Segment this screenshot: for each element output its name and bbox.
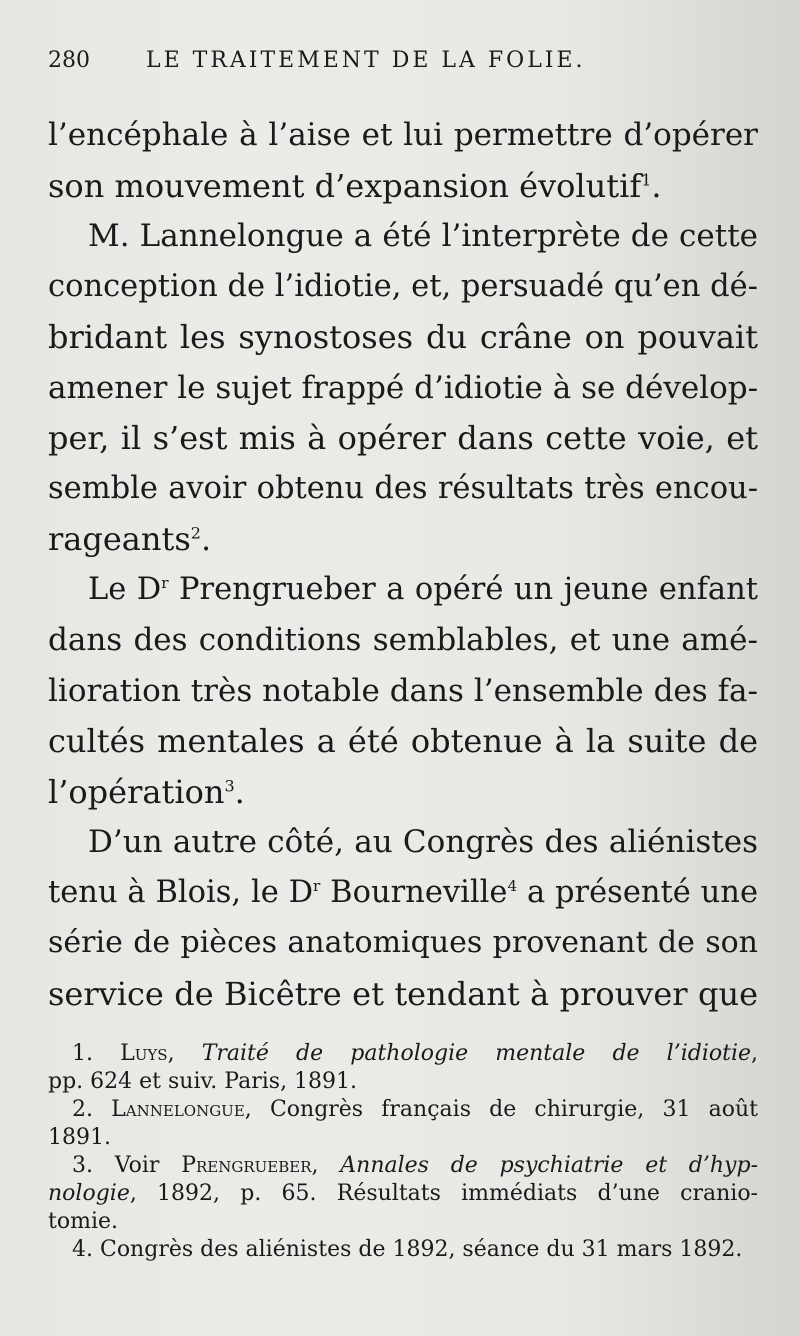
text-line: l’opération$^3$. [48,772,245,811]
text-line: semble avoir obtenu des résultats très encou- [48,470,758,506]
footnotes [48,1040,758,1264]
abbrev-superscript: r [161,573,169,592]
footnote-1-cont: pp. 624 et suiv. Paris, 1891. [48,1069,358,1094]
text-line: amener le sujet frappé d’idiotie à se dévelop- [48,369,759,406]
text-line: conception de l’idiotie, et, persuadé qu’en dé- [48,268,758,304]
footnote-ref: 1 [641,169,652,189]
text-line: M. Lannelongue a été l’interprète de cette [88,218,758,254]
footnote-2: 2. Lannelongue, Congrès français de chirurgie, 31 août [72,1097,758,1122]
footnote-ref: 4 [507,876,518,895]
text-line: tenu à Blois, le $D^r$ Bourneville$^4$ a présenté une [48,874,758,910]
text-line: l’encéphale à l’aise et lui permettre d’opérer [48,117,758,153]
text-line: per, il s’est mis à opérer dans cette voie, et [48,419,758,457]
abbrev-superscript: r [313,876,321,895]
text-line: série de pièces anatomiques provenant de son [48,925,758,960]
running-head [48,48,758,84]
text-line: service de Bicêtre et tendant à prouver que [48,974,758,1013]
body-text [48,110,758,1019]
text-line: bridant les synostoses du crâne on pouvait [48,318,758,356]
footnote-ref: 3 [224,775,235,795]
footnote-4: 4. Congrès des aliénistes de 1892, séance du 31 mars 1892. [72,1237,743,1262]
text-line: rageants$^2$. [48,520,212,558]
text-line: lioration très notable dans l’ensemble des fa- [48,672,758,709]
footnote-1: 1. Luys, Traité de pathologie mentale de l’idiotie, [72,1041,758,1066]
text-line: cultés mentales a été obtenue à la suite de [48,722,758,760]
text-line: Le $D^r$ Prengrueber a opéré un jeune enfant [88,571,758,607]
page-number: 280 [48,48,90,73]
footnote-2-cont: 1891. [48,1125,111,1150]
text-line: son mouvement d’expansion évolutif$^1$. [48,166,662,205]
text-line: dans des conditions semblables, et une amé- [48,622,758,658]
footnote-ref: 2 [190,523,201,543]
text-line: D’un autre côté, au Congrès des aliénistes [88,824,758,860]
running-title: LE TRAITEMENT DE LA FOLIE. [146,48,586,73]
footnote-3-cont: tomie. [48,1209,118,1234]
footnote-3-cont: nologie, 1892, p. 65. Résultats immédiats d’une cranio- [48,1181,758,1206]
footnote-3: 3. Voir Prengrueber, Annales de psychiatrie et d’hyp- [72,1153,758,1178]
